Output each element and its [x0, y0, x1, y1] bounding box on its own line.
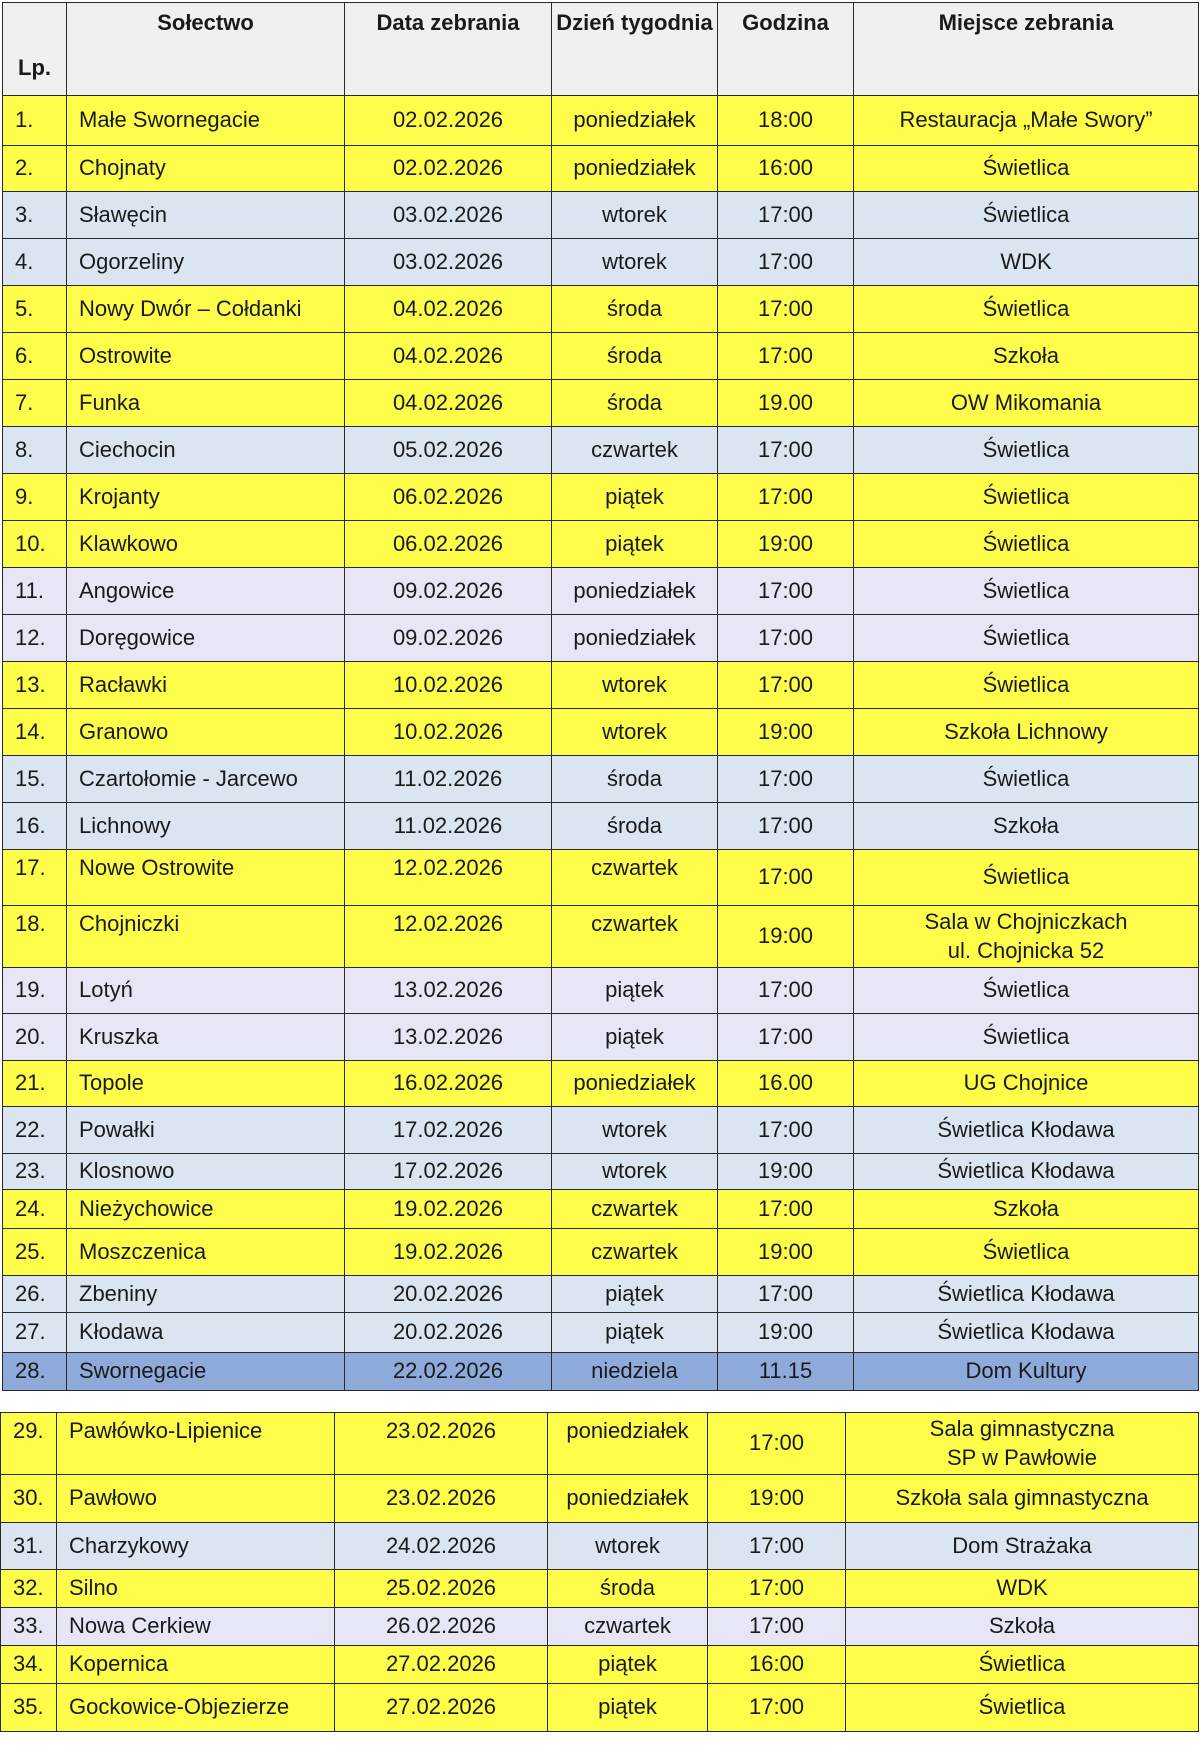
lp-cell: 16. [3, 803, 67, 850]
place-cell [854, 1154, 1199, 1190]
lp-cell: 19. [3, 968, 67, 1014]
lp-cell: 30. [1, 1475, 57, 1523]
place-cell [846, 1608, 1199, 1646]
date-cell: 03.02.2026 [345, 192, 552, 239]
date-cell: 03.02.2026 [345, 239, 552, 286]
lp-cell: 22. [3, 1107, 67, 1154]
lp-cell: 1. [3, 96, 67, 146]
solectwo-cell: Chojniczki [67, 906, 345, 968]
day-cell: piątek [552, 1276, 718, 1313]
place-line: Szkoła Lichnowy [944, 718, 1108, 744]
day-cell: czwartek [552, 1190, 718, 1229]
table-row [1, 1646, 1199, 1684]
time-cell: 17:00 [718, 568, 854, 615]
table-row [3, 239, 1199, 286]
col-lp: Lp. [3, 3, 67, 96]
time-cell: 19:00 [718, 1313, 854, 1353]
date-cell: 12.02.2026 [345, 850, 552, 906]
date-cell: 10.02.2026 [345, 662, 552, 709]
date-cell: 02.02.2026 [345, 96, 552, 146]
table-row [3, 1229, 1199, 1276]
time-cell: 19:00 [718, 709, 854, 756]
lp-cell: 12. [3, 615, 67, 662]
place-line: Świetlica Kłodawa [937, 1280, 1115, 1306]
solectwo-cell: Klosnowo [67, 1154, 345, 1190]
place-line: Świetlica [982, 765, 1070, 791]
lp-cell: 23. [3, 1154, 67, 1190]
lp-cell: 27. [3, 1313, 67, 1353]
time-cell: 11.15 [718, 1353, 854, 1391]
day-cell: wtorek [552, 709, 718, 756]
place-cell [846, 1684, 1199, 1732]
day-cell: wtorek [552, 239, 718, 286]
lp-cell: 32. [1, 1570, 57, 1608]
solectwo-cell: Klawkowo [67, 521, 345, 568]
time-cell: 17:00 [708, 1523, 846, 1570]
time-cell: 17:00 [718, 756, 854, 803]
lp-cell: 4. [3, 239, 67, 286]
table-row [1, 1413, 1199, 1475]
place-line: Świetlica [982, 671, 1070, 697]
place-line: Świetlica [982, 295, 1070, 321]
date-cell: 04.02.2026 [345, 333, 552, 380]
date-cell: 20.02.2026 [345, 1276, 552, 1313]
col-godzina: Godzina [718, 3, 854, 96]
date-cell: 09.02.2026 [345, 615, 552, 662]
time-cell: 17:00 [718, 239, 854, 286]
lp-cell: 35. [1, 1684, 57, 1732]
time-cell: 19:00 [708, 1475, 846, 1523]
place-cell [854, 1313, 1199, 1353]
place-line: Świetlica [978, 1694, 1066, 1720]
time-cell: 17:00 [718, 662, 854, 709]
day-cell: środa [552, 756, 718, 803]
date-cell: 27.02.2026 [335, 1684, 548, 1732]
time-cell: 17:00 [708, 1570, 846, 1608]
lp-cell: 26. [3, 1276, 67, 1313]
solectwo-cell: Krojanty [67, 474, 345, 521]
date-cell: 05.02.2026 [345, 427, 552, 474]
lp-cell: 31. [1, 1523, 57, 1570]
table-row [3, 1276, 1199, 1313]
solectwo-cell: Sławęcin [67, 192, 345, 239]
solectwo-cell: Małe Swornegacie [67, 96, 345, 146]
day-cell: wtorek [552, 192, 718, 239]
solectwo-cell: Gockowice-Objezierze [57, 1684, 335, 1732]
place-cell [846, 1523, 1199, 1570]
solectwo-cell: Nowy Dwór – Cołdanki [67, 286, 345, 333]
day-cell: czwartek [552, 427, 718, 474]
table-row [3, 568, 1199, 615]
place-cell [854, 568, 1199, 615]
time-cell: 17:00 [718, 427, 854, 474]
table-row [3, 192, 1199, 239]
day-cell: środa [552, 803, 718, 850]
solectwo-cell: Powałki [67, 1107, 345, 1154]
place-cell [854, 1276, 1199, 1313]
place-line: Świetlica [982, 483, 1070, 509]
table-row [1, 1608, 1199, 1646]
date-cell: 17.02.2026 [345, 1154, 552, 1190]
table-row [3, 427, 1199, 474]
date-cell: 24.02.2026 [335, 1523, 548, 1570]
day-cell: piątek [548, 1646, 708, 1684]
table-row [3, 906, 1199, 968]
day-cell: czwartek [552, 1229, 718, 1276]
lp-cell: 10. [3, 521, 67, 568]
place-cell [854, 192, 1199, 239]
time-cell: 19:00 [718, 521, 854, 568]
day-cell: środa [552, 380, 718, 427]
table-row [1, 1523, 1199, 1570]
time-cell: 17:00 [718, 333, 854, 380]
date-cell: 16.02.2026 [345, 1061, 552, 1107]
day-cell: piątek [552, 1313, 718, 1353]
lp-cell: 24. [3, 1190, 67, 1229]
time-cell: 17:00 [718, 850, 854, 906]
place-line: Sala w Chojniczkach [924, 908, 1128, 934]
date-cell: 13.02.2026 [345, 1014, 552, 1061]
time-cell: 17:00 [718, 968, 854, 1014]
place-cell [854, 968, 1199, 1014]
place-cell [854, 1107, 1199, 1154]
time-cell: 17:00 [708, 1608, 846, 1646]
time-cell: 17:00 [718, 192, 854, 239]
time-cell: 17:00 [718, 1276, 854, 1313]
table-row [3, 333, 1199, 380]
place-cell [854, 1190, 1199, 1229]
solectwo-cell: Zbeniny [67, 1276, 345, 1313]
day-cell: piątek [552, 474, 718, 521]
place-cell [854, 906, 1199, 968]
solectwo-cell: Nieżychowice [67, 1190, 345, 1229]
meetings-table [2, 2, 1199, 1391]
table-row [3, 615, 1199, 662]
day-cell: poniedziałek [552, 615, 718, 662]
col-solectwo: Sołectwo [67, 3, 345, 96]
col-miejsce: Miejsce zebrania [854, 3, 1199, 96]
date-cell: 06.02.2026 [345, 474, 552, 521]
place-line: Świetlica [982, 436, 1070, 462]
lp-cell: 3. [3, 192, 67, 239]
table-row [3, 968, 1199, 1014]
place-line: Szkoła [992, 1195, 1060, 1221]
place-line: Świetlica [982, 155, 1070, 181]
lp-cell: 17. [3, 850, 67, 906]
date-cell: 12.02.2026 [345, 906, 552, 968]
lp-cell: 13. [3, 662, 67, 709]
day-cell: poniedziałek [552, 146, 718, 192]
place-cell [854, 521, 1199, 568]
date-cell: 11.02.2026 [345, 756, 552, 803]
place-line: Świetlica [982, 577, 1070, 603]
time-cell: 17:00 [718, 1107, 854, 1154]
date-cell: 19.02.2026 [345, 1229, 552, 1276]
place-line: Świetlica Kłodawa [937, 1319, 1115, 1345]
place-cell [854, 96, 1199, 146]
time-cell: 17:00 [718, 286, 854, 333]
table-row [3, 146, 1199, 192]
table-row [3, 1107, 1199, 1154]
solectwo-cell: Chojnaty [67, 146, 345, 192]
time-cell: 19.00 [718, 380, 854, 427]
place-line: Dom Strażaka [952, 1532, 1092, 1558]
date-cell: 25.02.2026 [335, 1570, 548, 1608]
solectwo-cell: Granowo [67, 709, 345, 756]
place-cell [854, 615, 1199, 662]
date-cell: 11.02.2026 [345, 803, 552, 850]
place-cell [854, 803, 1199, 850]
time-cell: 16.00 [718, 1061, 854, 1107]
solectwo-cell: Ciechocin [67, 427, 345, 474]
place-line: Sala gimnastyczna [929, 1415, 1115, 1441]
solectwo-cell: Angowice [67, 568, 345, 615]
place-cell [854, 474, 1199, 521]
place-line: Świetlica Kłodawa [937, 1116, 1115, 1142]
place-line: Świetlica [982, 1023, 1070, 1049]
day-cell: piątek [552, 1014, 718, 1061]
solectwo-cell: Nowa Cerkiew [57, 1608, 335, 1646]
place-cell [854, 850, 1199, 906]
day-cell: piątek [548, 1684, 708, 1732]
day-cell: wtorek [552, 1154, 718, 1190]
date-cell: 13.02.2026 [345, 968, 552, 1014]
time-cell: 16:00 [718, 146, 854, 192]
solectwo-cell: Topole [67, 1061, 345, 1107]
col-dzien: Dzień tygodnia [552, 3, 718, 96]
place-line-2: SP w Pawłowie [947, 1444, 1097, 1470]
day-cell: niedziela [552, 1353, 718, 1391]
place-cell [854, 380, 1199, 427]
meetings-table-continued [0, 1412, 1199, 1732]
day-cell: poniedziałek [548, 1413, 708, 1475]
day-cell: piątek [552, 521, 718, 568]
time-cell: 17:00 [718, 1014, 854, 1061]
place-line: Szkoła [988, 1613, 1056, 1639]
day-cell: poniedziałek [552, 1061, 718, 1107]
lp-cell: 20. [3, 1014, 67, 1061]
day-cell: poniedziałek [552, 96, 718, 146]
place-line: Dom Kultury [965, 1358, 1087, 1384]
date-cell: 02.02.2026 [345, 146, 552, 192]
lp-cell: 2. [3, 146, 67, 192]
lp-cell: 14. [3, 709, 67, 756]
solectwo-cell: Swornegacie [67, 1353, 345, 1391]
place-cell [854, 709, 1199, 756]
place-cell [854, 1353, 1199, 1391]
place-line: Świetlica [982, 624, 1070, 650]
place-line: Świetlica [982, 864, 1070, 890]
place-line: Szkoła [992, 342, 1060, 368]
lp-cell: 7. [3, 380, 67, 427]
table-row [3, 1154, 1199, 1190]
day-cell: piątek [552, 968, 718, 1014]
place-line-2: ul. Chojnicka 52 [947, 937, 1105, 963]
solectwo-cell: Charzykowy [57, 1523, 335, 1570]
table-row [3, 521, 1199, 568]
table-row [3, 380, 1199, 427]
solectwo-cell: Lotyń [67, 968, 345, 1014]
table-row [3, 286, 1199, 333]
place-line: Świetlica Kłodawa [937, 1158, 1115, 1184]
place-line: Szkoła [992, 812, 1060, 838]
day-cell: czwartek [552, 906, 718, 968]
date-cell: 09.02.2026 [345, 568, 552, 615]
date-cell: 26.02.2026 [335, 1608, 548, 1646]
table-row [3, 662, 1199, 709]
lp-cell: 25. [3, 1229, 67, 1276]
solectwo-cell: Nowe Ostrowite [67, 850, 345, 906]
place-cell [854, 333, 1199, 380]
table-row [3, 756, 1199, 803]
table-row [3, 474, 1199, 521]
solectwo-cell: Kłodawa [67, 1313, 345, 1353]
place-line: Świetlica [982, 1238, 1070, 1264]
table-row [3, 1313, 1199, 1353]
place-line: OW Mikomania [950, 389, 1102, 415]
place-cell [854, 1014, 1199, 1061]
time-cell: 17:00 [718, 474, 854, 521]
table-row [3, 1190, 1199, 1229]
day-cell: poniedziałek [548, 1475, 708, 1523]
table-row [1, 1684, 1199, 1732]
col-data: Data zebrania [345, 3, 552, 96]
time-cell: 17:00 [718, 1190, 854, 1229]
day-cell: wtorek [552, 1107, 718, 1154]
table-row [3, 850, 1199, 906]
place-line: Świetlica [978, 1651, 1066, 1677]
place-line: Restauracja „Małe Swory” [899, 107, 1153, 133]
day-cell: środa [552, 286, 718, 333]
place-cell [846, 1646, 1199, 1684]
table-row [3, 1014, 1199, 1061]
solectwo-cell: Ostrowite [67, 333, 345, 380]
date-cell: 23.02.2026 [335, 1413, 548, 1475]
day-cell: wtorek [552, 662, 718, 709]
table-row [1, 1475, 1199, 1523]
solectwo-cell: Pawłówko-Lipienice [57, 1413, 335, 1475]
solectwo-cell: Kruszka [67, 1014, 345, 1061]
time-cell: 16:00 [708, 1646, 846, 1684]
day-cell: czwartek [548, 1608, 708, 1646]
place-line: WDK [1000, 248, 1052, 274]
place-line: Świetlica [982, 977, 1070, 1003]
place-cell [854, 1229, 1199, 1276]
place-cell [846, 1570, 1199, 1608]
solectwo-cell: Doręgowice [67, 615, 345, 662]
place-cell [854, 239, 1199, 286]
date-cell: 04.02.2026 [345, 286, 552, 333]
solectwo-cell: Czartołomie - Jarcewo [67, 756, 345, 803]
lp-cell: 29. [1, 1413, 57, 1475]
solectwo-cell: Pawłowo [57, 1475, 335, 1523]
table-row [3, 709, 1199, 756]
place-line: WDK [996, 1575, 1048, 1601]
time-cell: 17:00 [708, 1684, 846, 1732]
place-cell [854, 662, 1199, 709]
date-cell: 06.02.2026 [345, 521, 552, 568]
place-cell [846, 1475, 1199, 1523]
table-row [3, 96, 1199, 146]
time-cell: 17:00 [708, 1413, 846, 1475]
solectwo-cell: Racławki [67, 662, 345, 709]
time-cell: 17:00 [718, 803, 854, 850]
place-cell [854, 427, 1199, 474]
date-cell: 27.02.2026 [335, 1646, 548, 1684]
table-row [1, 1570, 1199, 1608]
place-cell [854, 146, 1199, 192]
solectwo-cell: Silno [57, 1570, 335, 1608]
time-cell: 17:00 [718, 615, 854, 662]
day-cell: poniedziałek [552, 568, 718, 615]
date-cell: 22.02.2026 [345, 1353, 552, 1391]
lp-cell: 28. [3, 1353, 67, 1391]
date-cell: 17.02.2026 [345, 1107, 552, 1154]
lp-cell: 34. [1, 1646, 57, 1684]
place-cell [854, 286, 1199, 333]
solectwo-cell: Ogorzeliny [67, 239, 345, 286]
lp-cell: 9. [3, 474, 67, 521]
date-cell: 23.02.2026 [335, 1475, 548, 1523]
solectwo-cell: Moszczenica [67, 1229, 345, 1276]
lp-cell: 15. [3, 756, 67, 803]
solectwo-cell: Lichnowy [67, 803, 345, 850]
table-row [3, 803, 1199, 850]
place-line: Świetlica [982, 530, 1070, 556]
day-cell: środa [548, 1570, 708, 1608]
lp-cell: 18. [3, 906, 67, 968]
time-cell: 19:00 [718, 906, 854, 968]
date-cell: 19.02.2026 [345, 1190, 552, 1229]
day-cell: środa [552, 333, 718, 380]
place-cell [854, 1061, 1199, 1107]
date-cell: 04.02.2026 [345, 380, 552, 427]
day-cell: wtorek [548, 1523, 708, 1570]
date-cell: 10.02.2026 [345, 709, 552, 756]
time-cell: 18:00 [718, 96, 854, 146]
place-line: Świetlica [982, 201, 1070, 227]
lp-cell: 33. [1, 1608, 57, 1646]
time-cell: 19:00 [718, 1154, 854, 1190]
place-cell [854, 756, 1199, 803]
solectwo-cell: Kopernica [57, 1646, 335, 1684]
lp-cell: 6. [3, 333, 67, 380]
header-row [3, 3, 1199, 96]
date-cell: 20.02.2026 [345, 1313, 552, 1353]
place-cell [846, 1413, 1199, 1475]
table-row [3, 1061, 1199, 1107]
solectwo-cell: Funka [67, 380, 345, 427]
lp-cell: 5. [3, 286, 67, 333]
day-cell: czwartek [552, 850, 718, 906]
lp-cell: 11. [3, 568, 67, 615]
lp-cell: 21. [3, 1061, 67, 1107]
table-row [3, 1353, 1199, 1391]
time-cell: 19:00 [718, 1229, 854, 1276]
place-line: Szkoła sala gimnastyczna [895, 1485, 1149, 1511]
lp-cell: 8. [3, 427, 67, 474]
place-line: UG Chojnice [963, 1070, 1089, 1096]
